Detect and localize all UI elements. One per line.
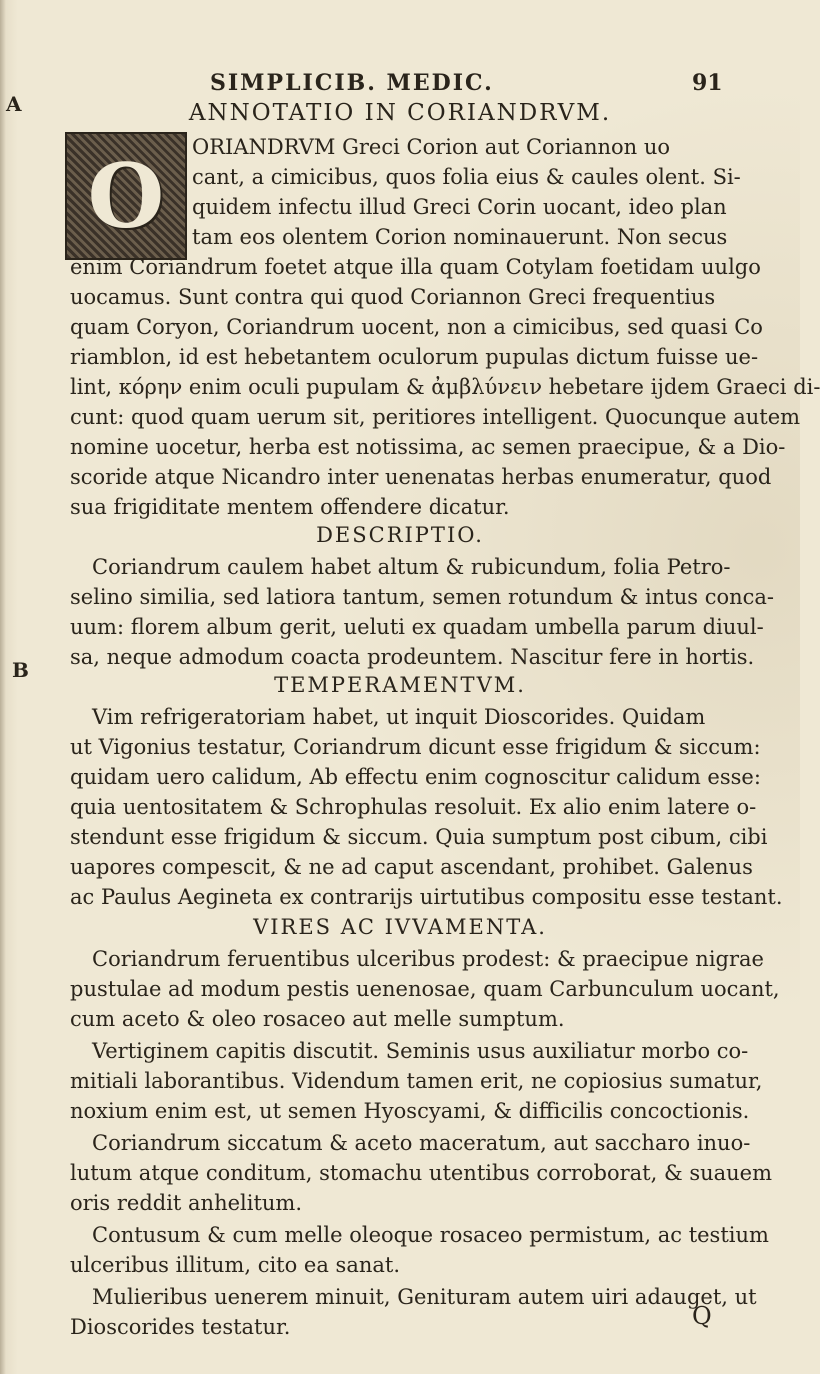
text-line: Contusum & cum melle oleoque rosaceo permistum, ac testium	[92, 1223, 769, 1247]
margin-letter-a: A	[6, 92, 22, 116]
text-line: noxium enim est, ut semen Hyoscyami, & difficilis concoctionis.	[70, 1099, 750, 1123]
text-line: oris reddit anhelitum.	[70, 1191, 303, 1215]
text-line: quam Coryon, Coriandrum uocent, non a cimicibus, sed quasi Co	[70, 315, 763, 339]
text-line: Coriandrum siccatum & aceto maceratum, aut saccharo inuo-	[92, 1131, 751, 1155]
text-line: ac Paulus Aegineta ex contrarijs uirtutibus compositu esse testant.	[70, 885, 783, 909]
text-line: Dioscorides testatur.	[70, 1315, 291, 1339]
text-line: uum: florem album gerit, ueluti ex quadam umbella parum diuul-	[70, 615, 764, 639]
text-line: tam eos olentem Corion nominauerunt. Non secus	[192, 225, 728, 249]
catchword: Q	[692, 1302, 712, 1330]
text-line: quidam uero calidum, Ab effectu enim cognoscitur calidum esse:	[70, 765, 761, 789]
text-line: uocamus. Sunt contra qui quod Coriannon Greci frequentius	[70, 285, 716, 309]
text-line: nomine uocetur, herba est notissima, ac semen praecipue, & a Dio-	[70, 435, 786, 459]
text-line: cum aceto & oleo rosaceo aut melle sumptum.	[70, 1007, 565, 1031]
text-line: enim Coriandrum foetet atque illa quam Cotylam foetidam uulgo	[70, 255, 761, 279]
text-line: mitiali laborantibus. Videndum tamen erit, ne copiosius sumatur,	[70, 1069, 763, 1093]
text-line: ORIANDRVM Greci Corion aut Coriannon uo	[192, 135, 671, 159]
section-heading-temperamentum: TEMPERAMENTVM.	[274, 673, 526, 697]
text-line: quidem infectu illud Greci Corin uocant, ideo plan	[192, 195, 727, 219]
text-line: scoride atque Nicandro inter uenenatas herbas enumeratur, quod	[70, 465, 772, 489]
chapter-title: ANNOTATIO IN CORIANDRVM.	[188, 100, 612, 126]
text-line: quia uentositatem & Schrophulas resoluit. Ex alio enim latere o-	[70, 795, 757, 819]
text-line: ut Vigonius testatur, Coriandrum dicunt esse frigidum & siccum:	[70, 735, 761, 759]
text-line: Vim refrigeratoriam habet, ut inquit Dioscorides. Quidam	[92, 705, 706, 729]
text-line: riamblon, id est hebetantem oculorum pupulas dictum fuisse ue-	[70, 345, 759, 369]
text-line: sa, neque admodum coacta prodeuntem. Nascitur fere in hortis.	[70, 645, 755, 669]
section-heading-descriptio: DESCRIPTIO.	[316, 523, 484, 547]
decorated-initial	[65, 132, 187, 260]
text-line: cant, a cimicibus, quos folia eius & caules olent. Si-	[192, 165, 741, 189]
text-line: Coriandrum feruentibus ulceribus prodest: & praecipue nigrae	[92, 947, 764, 971]
section-heading-vires: VIRES AC IVVAMENTA.	[253, 915, 547, 939]
text-line: pustulae ad modum pestis uenenosae, quam Carbunculum uocant,	[70, 977, 780, 1001]
text-line: Vertiginem capitis discutit. Seminis usus auxiliatur morbo co-	[92, 1039, 749, 1063]
text-line: uapores compescit, & ne ad caput ascendant, prohibet. Galenus	[70, 855, 753, 879]
text-line: lutum atque conditum, stomachu utentibus corroborat, & suauem	[70, 1161, 773, 1185]
running-head: SIMPLICIB. MEDIC.	[210, 70, 494, 96]
text-line: sua frigiditate mentem offendere dicatur.	[70, 495, 510, 519]
text-line: Mulieribus uenerem minuit, Genituram autem uiri adauget, ut	[92, 1285, 757, 1309]
margin-letter-b: B	[12, 658, 29, 682]
initial-letter: O	[87, 144, 165, 248]
text-line: stendunt esse frigidum & siccum. Quia sumptum post cibum, cibi	[70, 825, 768, 849]
text-line: cunt: quod quam uerum sit, peritiores intelligent. Quocunque autem	[70, 405, 801, 429]
text-line: ulceribus illitum, cito ea sanat.	[70, 1253, 401, 1277]
page-number: 91	[692, 70, 723, 96]
text-line: lint, κόρην enim oculi pupulam & ἀμβλύνειν hebetare ijdem Graeci di-	[70, 375, 820, 399]
text-line: selino similia, sed latiora tantum, semen rotundum & intus conca-	[70, 585, 775, 609]
text-line: Coriandrum caulem habet altum & rubicundum, folia Petro-	[92, 555, 731, 579]
